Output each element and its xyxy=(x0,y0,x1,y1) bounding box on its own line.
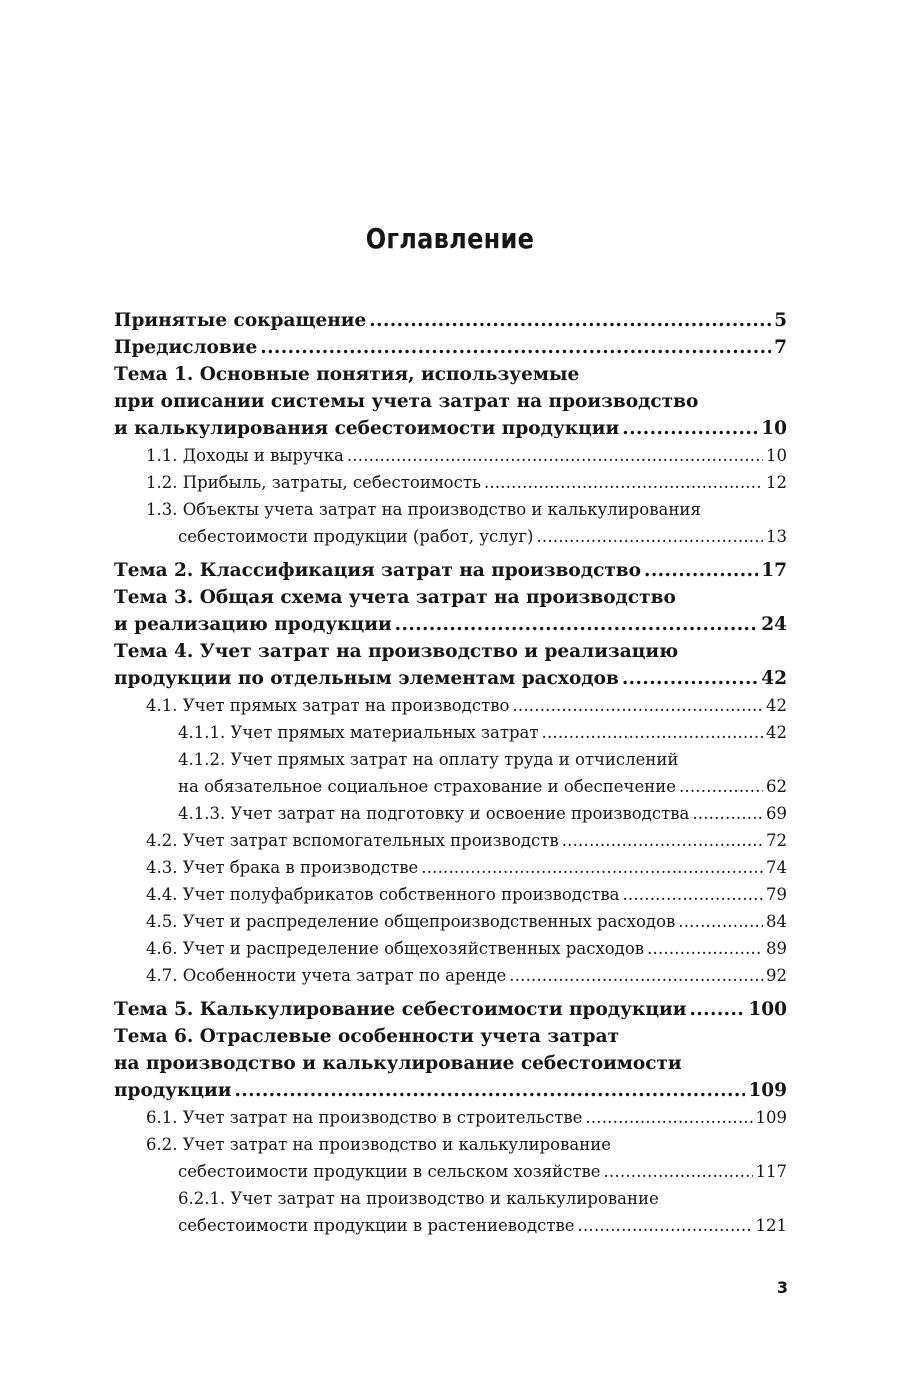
toc-page-number: 42 xyxy=(766,723,787,742)
toc-page-number: 100 xyxy=(748,999,787,1020)
dot-leader xyxy=(679,773,763,800)
toc-page-number: 42 xyxy=(761,668,787,689)
toc-entry xyxy=(114,719,787,746)
toc-entry xyxy=(114,1185,787,1239)
toc-entry-line: 1.3. Объекты учета затрат на производство и калькулирования xyxy=(146,500,701,519)
toc-page-number: 42 xyxy=(766,696,787,715)
toc-entry-line: продукции по отдельным элементам расходов xyxy=(114,668,619,689)
toc-page-number: 72 xyxy=(766,831,787,850)
toc-page-number: 109 xyxy=(748,1080,787,1101)
toc-page-number: 121 xyxy=(755,1216,787,1235)
toc-entry-line: 4.3. Учет брака в производстве xyxy=(146,858,419,877)
toc-entry xyxy=(114,881,787,908)
toc-page-number: 117 xyxy=(755,1162,787,1181)
dot-leader xyxy=(562,827,763,854)
toc-entry-line: 4.4. Учет полуфабрикатов собственного производства xyxy=(146,885,620,904)
toc-page-number: 7 xyxy=(774,337,787,358)
dot-leader xyxy=(395,611,759,638)
toc-entry-line: 4.1. Учет прямых затрат на производство xyxy=(146,696,510,715)
toc-entry xyxy=(114,746,787,800)
toc-entry-line: Тема 6. Отраслевые особенности учета затрат xyxy=(114,1026,620,1047)
toc-entry xyxy=(114,827,787,854)
toc-page-number: 62 xyxy=(766,777,787,796)
toc-entry-line: 4.7. Особенности учета затрат по аренде xyxy=(146,966,507,985)
toc-entry xyxy=(114,361,787,442)
dot-leader xyxy=(260,334,771,361)
toc-page-number: 92 xyxy=(766,966,787,985)
dot-leader xyxy=(512,692,763,719)
toc-entry-line: 4.1.3. Учет затрат на подготовку и освоение производства xyxy=(178,804,690,823)
toc-entry xyxy=(114,1023,787,1104)
toc-page-number: 12 xyxy=(766,473,787,492)
dot-leader xyxy=(678,908,763,935)
toc-entry xyxy=(114,307,787,334)
toc-entry xyxy=(114,1131,787,1185)
dot-leader xyxy=(622,665,758,692)
toc-entry-line: 4.2. Учет затрат вспомогательных производств xyxy=(146,831,559,850)
toc-entry-line: 6.1. Учет затрат на производство в строительстве xyxy=(146,1108,583,1127)
toc-page-number: 10 xyxy=(766,446,787,465)
dot-leader xyxy=(484,469,763,496)
toc-page-number: 10 xyxy=(761,418,787,439)
toc-entry-line: себестоимости продукции в растениеводстве xyxy=(178,1216,575,1235)
toc-page-number: 84 xyxy=(766,912,787,931)
dot-leader xyxy=(542,719,763,746)
toc-entry-line: на производство и калькулирование себестоимости xyxy=(114,1053,682,1074)
toc-entry-line: себестоимости продукции (работ, услуг) xyxy=(178,527,534,546)
toc-entry xyxy=(114,557,787,584)
dot-leader xyxy=(692,800,763,827)
toc-entry xyxy=(114,962,787,989)
toc-entry-line: 1.1. Доходы и выручка xyxy=(146,446,344,465)
toc-entry-line: 6.2.1. Учет затрат на производство и калькулирование xyxy=(178,1189,659,1208)
toc-entry-line: и реализацию продукции xyxy=(114,614,392,635)
toc-page-number: 13 xyxy=(766,527,787,546)
toc-entry-line: 4.6. Учет и распределение общехозяйственных расходов xyxy=(146,939,645,958)
toc-page-number: 89 xyxy=(766,939,787,958)
dot-leader xyxy=(347,442,763,469)
toc-page-number: 69 xyxy=(766,804,787,823)
toc-entry xyxy=(114,692,787,719)
dot-leader xyxy=(536,523,763,550)
toc-page-number: 109 xyxy=(755,1108,787,1127)
dot-leader xyxy=(509,962,763,989)
dot-leader xyxy=(585,1104,752,1131)
dot-leader xyxy=(622,881,763,908)
toc-entry-line: себестоимости продукции в сельском хозяйстве xyxy=(178,1162,601,1181)
toc-page-number: 5 xyxy=(774,310,787,331)
toc-entry xyxy=(114,442,787,469)
dot-leader xyxy=(369,307,771,334)
toc-page-number: 17 xyxy=(761,560,787,581)
toc-page-number: 24 xyxy=(761,614,787,635)
toc-entry xyxy=(114,638,787,692)
toc-entry xyxy=(114,935,787,962)
toc-entry-line: при описании системы учета затрат на производство xyxy=(114,391,699,412)
dot-leader xyxy=(647,935,763,962)
toc-entry-line: Предисловие xyxy=(114,337,258,358)
toc-entry xyxy=(114,496,787,550)
toc-entry-line: 4.5. Учет и распределение общепроизводственных расходов xyxy=(146,912,676,931)
dot-leader xyxy=(578,1212,753,1239)
dot-leader xyxy=(644,557,758,584)
toc-page-number: 79 xyxy=(766,885,787,904)
table-of-contents xyxy=(114,307,787,1239)
dot-leader xyxy=(689,996,745,1023)
toc-entry xyxy=(114,996,787,1023)
toc-entry xyxy=(114,854,787,881)
toc-entry xyxy=(114,908,787,935)
dot-leader xyxy=(622,415,758,442)
page-title: Оглавление xyxy=(365,222,535,255)
toc-entry-line: и калькулирования себестоимости продукции xyxy=(114,418,620,439)
toc-page-number: 74 xyxy=(766,858,787,877)
toc-entry-line: Тема 2. Классификация затрат на производство xyxy=(114,560,641,581)
toc-entry-line: 6.2. Учет затрат на производство и калькулирование xyxy=(146,1135,611,1154)
toc-entry-line: 4.1.2. Учет прямых затрат на оплату труда и отчислений xyxy=(178,750,679,769)
toc-entry xyxy=(114,1104,787,1131)
toc-entry-line: 1.2. Прибыль, затраты, себестоимость xyxy=(146,473,481,492)
toc-entry xyxy=(114,584,787,638)
toc-entry-line: продукции xyxy=(114,1080,232,1101)
dot-leader xyxy=(421,854,763,881)
toc-entry xyxy=(114,334,787,361)
toc-entry xyxy=(114,469,787,496)
page-number: 3 xyxy=(776,1278,788,1297)
toc-entry-line: Принятые сокращение xyxy=(114,310,367,331)
toc-entry-line: 4.1.1. Учет прямых материальных затрат xyxy=(178,723,539,742)
toc-entry-line: Тема 5. Калькулирование себестоимости продукции xyxy=(114,999,687,1020)
toc-entry-line: Тема 1. Основные понятия, используемые xyxy=(114,364,580,385)
toc-entry-line: на обязательное социальное страхование и обеспечение xyxy=(178,777,676,796)
toc-entry-line: Тема 4. Учет затрат на производство и реализацию xyxy=(114,641,679,662)
toc-entry xyxy=(114,800,787,827)
dot-leader xyxy=(604,1158,753,1185)
dot-leader xyxy=(234,1077,745,1104)
toc-entry-line: Тема 3. Общая схема учета затрат на производство xyxy=(114,587,676,608)
